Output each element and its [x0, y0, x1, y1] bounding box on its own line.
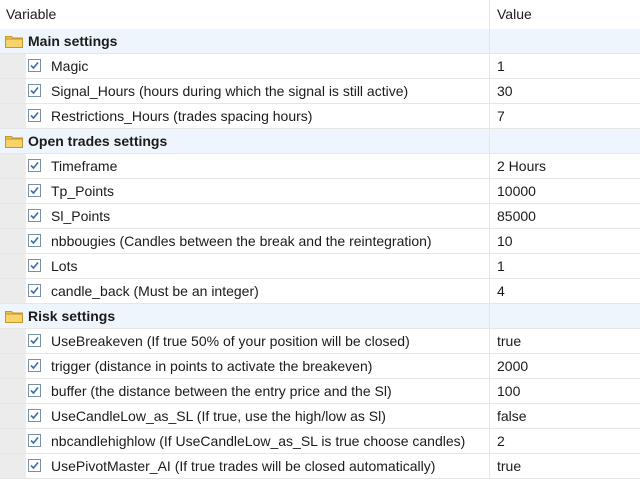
- section-title: Risk settings: [28, 308, 116, 324]
- parameter-value[interactable]: 85000: [497, 208, 536, 224]
- grid-header: [0, 0, 640, 30]
- section-row[interactable]: [0, 129, 640, 154]
- row-divider: [0, 478, 640, 479]
- checkbox-checked-icon[interactable]: [28, 234, 41, 247]
- row-gutter: [0, 254, 26, 279]
- checkbox-checked-icon[interactable]: [28, 159, 41, 172]
- cell-divider: [489, 179, 490, 204]
- parameter-name: Sl_Points: [51, 208, 111, 224]
- parameter-name: UseBreakeven (If true 50% of your position will be closed): [51, 333, 410, 349]
- row-gutter: [0, 204, 26, 229]
- parameter-value[interactable]: 10: [497, 233, 513, 249]
- checkbox-checked-icon[interactable]: [28, 209, 41, 222]
- cell-divider: [489, 154, 490, 179]
- checkbox-checked-icon[interactable]: [28, 384, 41, 397]
- parameter-row[interactable]: [0, 379, 640, 404]
- folder-icon: [5, 135, 23, 148]
- parameter-value[interactable]: true: [497, 458, 522, 474]
- cell-divider: [489, 254, 490, 279]
- cell-divider: [489, 204, 490, 229]
- cell-divider: [489, 379, 490, 404]
- checkbox-checked-icon[interactable]: [28, 284, 41, 297]
- parameter-name: nbcandlehighlow (If UseCandleLow_as_SL is true choose candles): [51, 433, 466, 449]
- cell-divider: [489, 129, 490, 154]
- checkbox-checked-icon[interactable]: [28, 259, 41, 272]
- checkbox-checked-icon[interactable]: [28, 359, 41, 372]
- parameter-row[interactable]: [0, 404, 640, 429]
- row-gutter: [0, 454, 26, 479]
- parameter-name: Tp_Points: [51, 183, 115, 199]
- parameter-name: Signal_Hours (hours during which the signal is still active): [51, 83, 409, 99]
- parameter-value-cell[interactable]: [490, 429, 640, 454]
- folder-icon: [5, 310, 23, 323]
- parameter-value[interactable]: 2: [497, 433, 505, 449]
- parameter-value[interactable]: 30: [497, 83, 513, 99]
- parameter-value-cell[interactable]: [490, 54, 640, 79]
- parameter-value[interactable]: 1: [497, 58, 505, 74]
- parameter-name: Timeframe: [51, 158, 118, 174]
- cell-divider: [489, 104, 490, 129]
- parameter-name: nbbougies (Candles between the break and the reintegration): [51, 233, 432, 249]
- parameter-name: UsePivotMaster_AI (If true trades will be closed automatically): [51, 458, 436, 474]
- cell-divider: [489, 454, 490, 479]
- parameter-row[interactable]: [0, 204, 640, 229]
- section-value-cell: [490, 29, 640, 54]
- section-row[interactable]: [0, 29, 640, 54]
- parameter-value[interactable]: true: [497, 333, 522, 349]
- parameter-name-cell: [26, 254, 489, 279]
- row-gutter: [0, 279, 26, 304]
- cell-divider: [489, 54, 490, 79]
- parameter-value[interactable]: 2 Hours: [497, 158, 547, 174]
- parameter-value[interactable]: 2000: [497, 358, 529, 374]
- parameter-value-cell[interactable]: [490, 104, 640, 129]
- parameter-row[interactable]: [0, 179, 640, 204]
- row-gutter: [0, 379, 26, 404]
- cell-divider: [489, 354, 490, 379]
- cell-divider: [489, 79, 490, 104]
- cell-divider: [489, 429, 490, 454]
- checkbox-checked-icon[interactable]: [28, 84, 41, 97]
- parameter-value-cell[interactable]: [490, 254, 640, 279]
- row-gutter: [0, 179, 26, 204]
- cell-divider: [489, 279, 490, 304]
- checkbox-checked-icon[interactable]: [28, 184, 41, 197]
- cell-divider: [489, 404, 490, 429]
- row-gutter: [0, 329, 26, 354]
- row-gutter: [0, 79, 26, 104]
- parameter-row[interactable]: [0, 229, 640, 254]
- section-row[interactable]: [0, 304, 640, 329]
- parameter-value[interactable]: 4: [497, 283, 505, 299]
- row-gutter: [0, 229, 26, 254]
- column-header-value[interactable]: Value: [497, 6, 532, 22]
- parameter-value-cell[interactable]: [490, 279, 640, 304]
- checkbox-checked-icon[interactable]: [28, 109, 41, 122]
- column-header-variable[interactable]: Variable: [6, 6, 57, 22]
- cell-divider: [489, 229, 490, 254]
- parameter-name: Restrictions_Hours (trades spacing hours): [51, 108, 313, 124]
- checkbox-checked-icon[interactable]: [28, 409, 41, 422]
- parameter-value[interactable]: 1: [497, 258, 505, 274]
- checkbox-checked-icon[interactable]: [28, 59, 41, 72]
- row-gutter: [0, 404, 26, 429]
- parameter-row[interactable]: [0, 54, 640, 79]
- parameter-name: Magic: [51, 58, 89, 74]
- parameter-row[interactable]: [0, 429, 640, 454]
- parameter-name-cell: [26, 54, 489, 79]
- column-divider[interactable]: [489, 0, 490, 29]
- row-gutter: [0, 104, 26, 129]
- parameter-name: buffer (the distance between the entry price and the Sl): [51, 383, 392, 399]
- row-gutter: [0, 154, 26, 179]
- parameter-row[interactable]: [0, 104, 640, 129]
- parameter-row[interactable]: [0, 154, 640, 179]
- cell-divider: [489, 304, 490, 329]
- checkbox-checked-icon[interactable]: [28, 334, 41, 347]
- section-value-cell: [490, 304, 640, 329]
- parameter-row[interactable]: [0, 354, 640, 379]
- section-title: Main settings: [28, 33, 118, 49]
- section-value-cell: [490, 129, 640, 154]
- parameter-name: candle_back (Must be an integer): [51, 283, 259, 299]
- checkbox-checked-icon[interactable]: [28, 434, 41, 447]
- cell-divider: [489, 29, 490, 54]
- parameter-row[interactable]: [0, 329, 640, 354]
- parameter-value[interactable]: false: [497, 408, 527, 424]
- parameter-row[interactable]: [0, 254, 640, 279]
- section-title: Open trades settings: [28, 133, 168, 149]
- parameter-name: trigger (distance in points to activate the breakeven): [51, 358, 373, 374]
- cell-divider: [489, 329, 490, 354]
- row-gutter: [0, 54, 26, 79]
- row-gutter: [0, 354, 26, 379]
- parameter-row[interactable]: [0, 279, 640, 304]
- parameter-value[interactable]: 100: [497, 383, 521, 399]
- row-gutter: [0, 429, 26, 454]
- folder-icon: [5, 35, 23, 48]
- parameter-name: UseCandleLow_as_SL (If true, use the high/low as Sl): [51, 408, 386, 424]
- parameter-name: Lots: [51, 258, 78, 274]
- parameter-row[interactable]: [0, 79, 640, 104]
- checkbox-checked-icon[interactable]: [28, 459, 41, 472]
- parameter-value[interactable]: 10000: [497, 183, 536, 199]
- parameter-value[interactable]: 7: [497, 108, 505, 124]
- parameter-row[interactable]: [0, 454, 640, 479]
